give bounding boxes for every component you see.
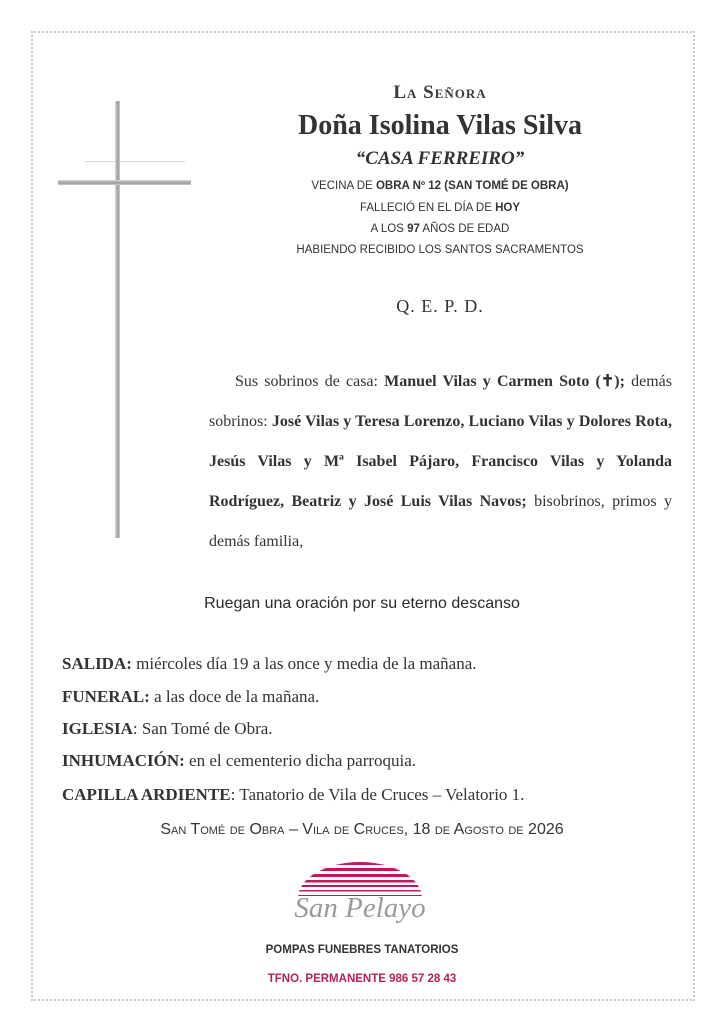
logo-text: San Pelayo: [294, 892, 426, 924]
detail-inhumacion: INHUMACIÓN: en el cementerio dicha parroquia.: [62, 751, 417, 770]
detail-iglesia: IGLESIA: San Tomé de Obra.: [62, 719, 273, 738]
honorific-title: La Señora: [393, 82, 487, 103]
info-line-death: FALLECIÓ EN EL DÍA DE HOY: [360, 202, 520, 214]
family-paragraph: Sus sobrinos de casa: Manuel Vilas y Carmen Soto (✝); demás sobrinos: José Vilas y Teresa Lorenzo, Luciano Vilas y Dolores Rota, Jesús Vilas y Mª Isabel Pájaro, Francisco Vilas y Yolanda Rodríguez, Beatriz y José Luis Vilas Navos; bisobrinos, primos y demás familia,: [209, 373, 673, 550]
company-name: POMPAS FUNEBRES TANATORIOS: [265, 944, 459, 956]
phone-number: TFNO. PERMANENTE 986 57 28 43: [267, 973, 457, 985]
deceased-name: Doña Isolina Vilas Silva: [298, 110, 582, 141]
detail-funeral: FUNERAL: a las doce de la mañana.: [62, 687, 320, 706]
info-line-sacraments: HABIENDO RECIBIDO LOS SANTOS SACRAMENTOS: [296, 244, 584, 256]
prayer-request: Ruegan una oración por su eterno descanso: [204, 595, 520, 612]
house-alias: “CASA FERREIRO”: [355, 148, 525, 169]
sun-logo-icon: [285, 858, 435, 940]
info-line-residence: VECINA DE OBRA Nº 12 (SAN TOMÉ DE OBRA): [311, 180, 569, 192]
qepd: Q. E. P. D.: [396, 296, 484, 316]
detail-salida: SALIDA: miércoles día 19 a las once y media de la mañana.: [62, 654, 477, 673]
place-date: San Tomé de Obra – Vila de Cruces, 18 de Agosto de 2026: [160, 821, 564, 838]
info-line-age: A LOS 97 AÑOS DE EDAD: [370, 223, 510, 235]
detail-capilla: CAPILLA ARDIENTE: Tanatorio de Vila de Cruces – Velatorio 1.: [62, 785, 525, 804]
